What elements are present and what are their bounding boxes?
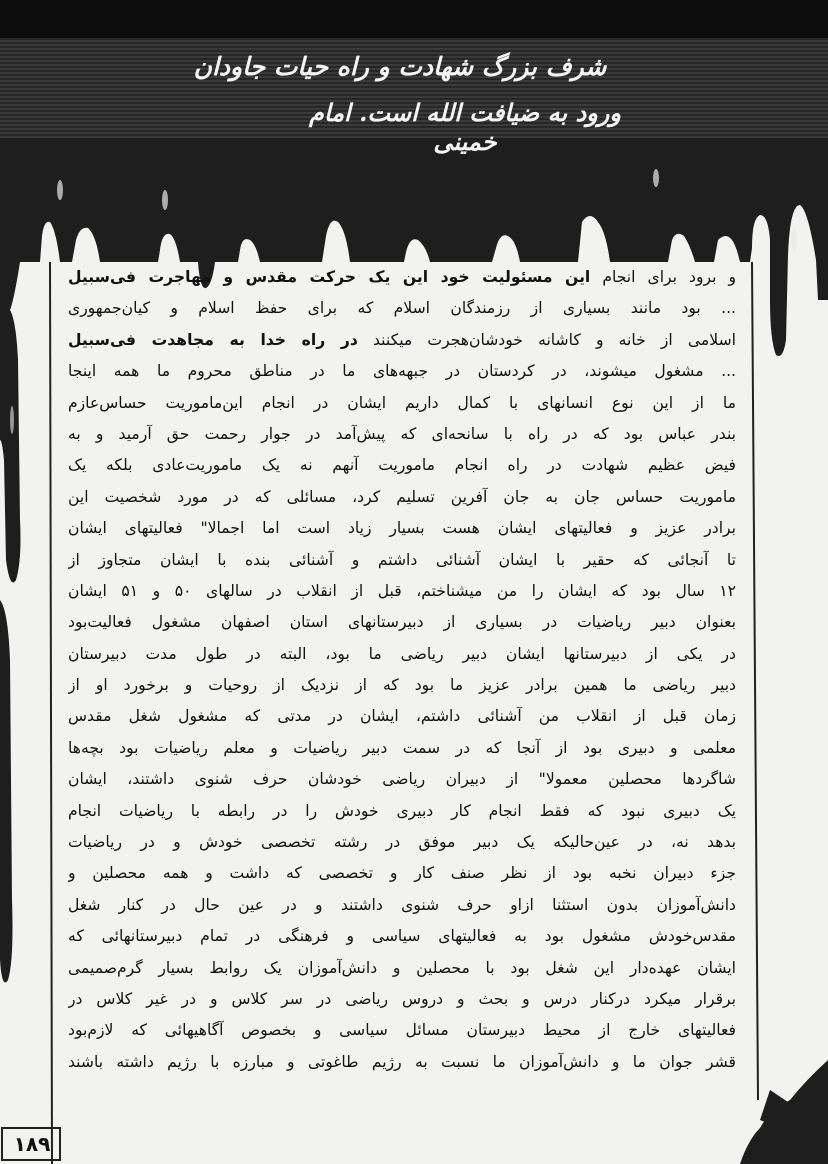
text-line: [68, 1015, 736, 1046]
text-line-regular: مقدس‌خودش مشغول بود به فعالیتهای سیاسی و فرهنگی در تمام دبیرستانهائی که: [68, 927, 736, 946]
text-line-regular: بعنوان دبیر ریاضیات در بسیاری از دبیرستانهای استان اصفهان مشغول فعالیت‌بود: [68, 613, 736, 632]
text-line-regular: یک دبیری نبود که فقط انجام کار دبیری خودش را در رابطه با ریاضیات انجام: [68, 801, 736, 820]
text-line: [68, 733, 736, 764]
text-line-regular: بندر عباس بود که در راه با سانحه‌ای که پیش‌آمد در جوار رحمت حق آرمید و به: [68, 424, 736, 443]
text-line-regular: ۱۲ سال بود که ایشان را من میشناختم، قبل از انقلاب در سالهای ۵۰ و ۵۱ ایشان: [68, 581, 736, 600]
drip-highlight-1: [57, 180, 63, 200]
text-line: [68, 858, 736, 889]
text-line-regular: اسلامی از خانه و کاشانه خودشان‌هجرت میکنند: [357, 330, 736, 349]
text-line: [68, 262, 736, 293]
text-line: [68, 670, 736, 701]
header-quote-line-1: شرف بزرگ شهادت و راه حیات جاودان: [193, 52, 607, 81]
text-line: [68, 764, 736, 795]
text-line-regular: ایشان عهده‌دار این شغل بود با محصلین و دانش‌آموزان یک روابط بسیار گرم‌صمیمی: [68, 958, 736, 977]
text-line-regular: قشر جوان ما و دانش‌آموزان ما نسبت به رژیم طاغوتی و مبارزه با رژیم داشته باشند: [68, 1052, 736, 1071]
text-line-regular: ... مشغول میشوند، در کردستان در جبهه‌های ما در مناطق محروم ما همه اینجا: [68, 362, 736, 381]
drip-highlight-3: [653, 169, 659, 187]
text-line: [68, 984, 736, 1015]
header-quote-line-2: ورود به ضیافت الله است. امام خمینی: [309, 98, 621, 156]
text-line: [68, 639, 736, 670]
text-line: [68, 545, 736, 576]
text-line: [68, 482, 736, 513]
page-number: ۱۸۹: [13, 1132, 51, 1156]
text-line-regular: شاگردها محصلین معمولا" از دبیران ریاضی خودشان حرف شنوی داشتند، ایشان: [68, 770, 736, 789]
text-line: [68, 325, 736, 356]
text-line: [68, 1047, 736, 1078]
text-line-regular: فعالیتهای خارج از محیط دبیرستان مسائل سیاسی و بخصوص آگاهیهائی که لازم‌بود: [68, 1021, 736, 1040]
top-edge-strip: [0, 0, 828, 38]
text-line-regular: بدهد نه، در عین‌حالیکه یک دبیر موفق در رشته تخصصی خودش و در ریاضیات: [68, 833, 736, 852]
text-line-bold: در راه خدا به مجاهدت فی‌سبیل: [68, 330, 358, 349]
text-line-bold: این مسئولیت خود این یک حرکت مقدس و مهاجرت فی‌سبیل: [68, 268, 591, 286]
drip-highlight-5: [10, 406, 14, 434]
text-line: [68, 293, 736, 324]
text-line-regular: برادر عزیز و فعالیتهای ایشان هست بسیار زیاد است اما اجمالا" فعالیتهای ایشان: [68, 519, 736, 538]
text-line-regular: جزء دبیران نخبه بود از نظر صنف کار و تخصصی که داشت و همه محصلین و: [68, 864, 736, 883]
text-line: [68, 513, 736, 544]
text-line: [68, 356, 736, 387]
text-line-regular: دبیر ریاضی ما همین برادر عزیز ما بود که از نزدیک از روحیات و برخورد او از: [68, 676, 736, 695]
text-line: [68, 576, 736, 607]
drip-highlight-4: [791, 228, 797, 252]
text-line: [68, 796, 736, 827]
drip-highlight-2: [162, 190, 168, 210]
text-line: [68, 827, 736, 858]
text-line: [68, 388, 736, 419]
text-line: [68, 607, 736, 638]
text-line: [68, 953, 736, 984]
text-line: [68, 921, 736, 952]
text-line-regular: ما از این نوع انسانهای با کمال داریم ایشان در انجام این‌ماموریت حساس‌عازم: [68, 393, 736, 412]
text-line-regular: دانش‌آموزان بدون استثنا ازاو حرف شنوی داشتند و در عین حال در کنار شغل: [68, 895, 736, 914]
text-line-regular: ... بود مانند بسیاری از رزمندگان اسلام که برای حفظ اسلام و کیان‌جمهوری: [68, 299, 736, 318]
text-line-regular: برقرار میکرد درکنار درس و بحث و دروس ریاضی در سر کلاس و در غیر کلاس در: [68, 989, 736, 1008]
text-line: [68, 450, 736, 481]
text-line: [68, 419, 736, 450]
text-line-regular: معلمی و دبیری بود از آنجا که در سمت دبیر ریاضیات و معلم ریاضیات بود بچه‌ها: [68, 738, 736, 757]
text-line-regular: در یکی از دبیرستانها ایشان دبیر ریاضی ما بود، البته در طول مدت دبیرستان: [68, 644, 736, 663]
text-line: [68, 890, 736, 921]
text-line-regular: تا آنجائی که حقیر با ایشان آشنائی داشتم و آشنائی بنده با ایشان متجاوز از: [68, 550, 736, 569]
text-line-regular: و برود برای انجام: [590, 268, 736, 286]
text-line-regular: فیض عظیم شهادت در راه انجام ماموریت آنهم نه یک ماموریت‌عادی بلکه یک: [68, 456, 736, 475]
text-line-regular: زمان قبل از انقلاب من آشنائی داشتم، ایشان در مدتی که مشغول شغل مقدس: [68, 707, 736, 726]
text-line: [68, 701, 736, 732]
text-line-regular: ماموریت حساس جان به جان آفرین تسلیم کرد، مسائلی که در مورد شخصیت این: [68, 487, 736, 506]
article-body: [68, 262, 736, 1078]
